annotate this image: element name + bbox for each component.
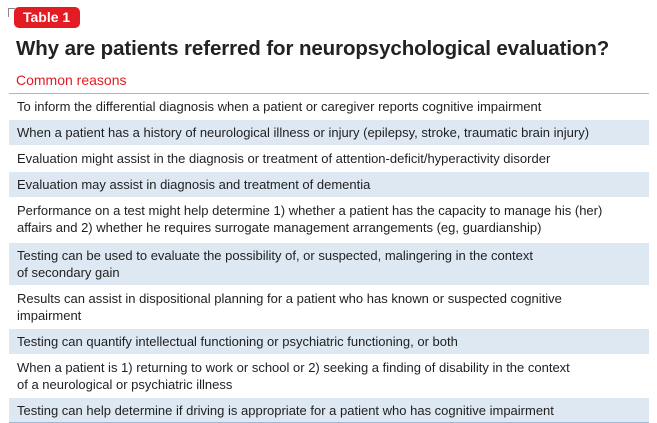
row-text-line: of secondary gain (17, 265, 120, 280)
row-text-line: Results can assist in dispositional planning for a patient who has known or suspected cognitive (17, 291, 562, 306)
reasons-table (9, 93, 649, 423)
row-text-line: Testing can be used to evaluate the possibility of, or suspected, malingering in the context (17, 248, 533, 263)
table-row (9, 197, 649, 242)
table-row (9, 328, 649, 354)
table-row (9, 242, 649, 285)
row-text-line: Evaluation may assist in diagnosis and treatment of dementia (17, 177, 371, 192)
row-text-line: Testing can quantify intellectual functioning or psychiatric functioning, or both (17, 334, 458, 349)
table-row (9, 145, 649, 171)
table-row (9, 119, 649, 145)
table-row (9, 93, 649, 119)
table-row (9, 171, 649, 197)
table-row (9, 354, 649, 397)
section-subheading: Common reasons (16, 72, 127, 88)
row-text-line: Testing can help determine if driving is appropriate for a patient who has cognitive impairment (17, 403, 554, 418)
row-text-line: To inform the differential diagnosis when a patient or caregiver reports cognitive impairment (17, 99, 542, 114)
row-text-line: When a patient has a history of neurological illness or injury (epilepsy, stroke, traumatic brain injury) (17, 125, 590, 140)
row-text-line: When a patient is 1) returning to work or school or 2) seeking a finding of disability in the context (17, 360, 570, 375)
corner-bracket (8, 8, 9, 17)
table-label-badge: Table 1 (14, 7, 80, 28)
row-text-line: Performance on a test might help determine 1) whether a patient has the capacity to manage his (her) (17, 203, 603, 218)
table-row (9, 285, 649, 328)
table-title: Why are patients referred for neuropsychological evaluation? (16, 37, 610, 60)
row-text-line: affairs and 2) whether he requires surrogate management arrangements (eg, guardianship) (17, 220, 542, 235)
row-text-line: impairment (17, 308, 82, 323)
row-text-line: of a neurological or psychiatric illness (17, 377, 233, 392)
table-row (9, 397, 649, 423)
row-text-line: Evaluation might assist in the diagnosis or treatment of attention-deficit/hyperactivity disorder (17, 151, 551, 166)
